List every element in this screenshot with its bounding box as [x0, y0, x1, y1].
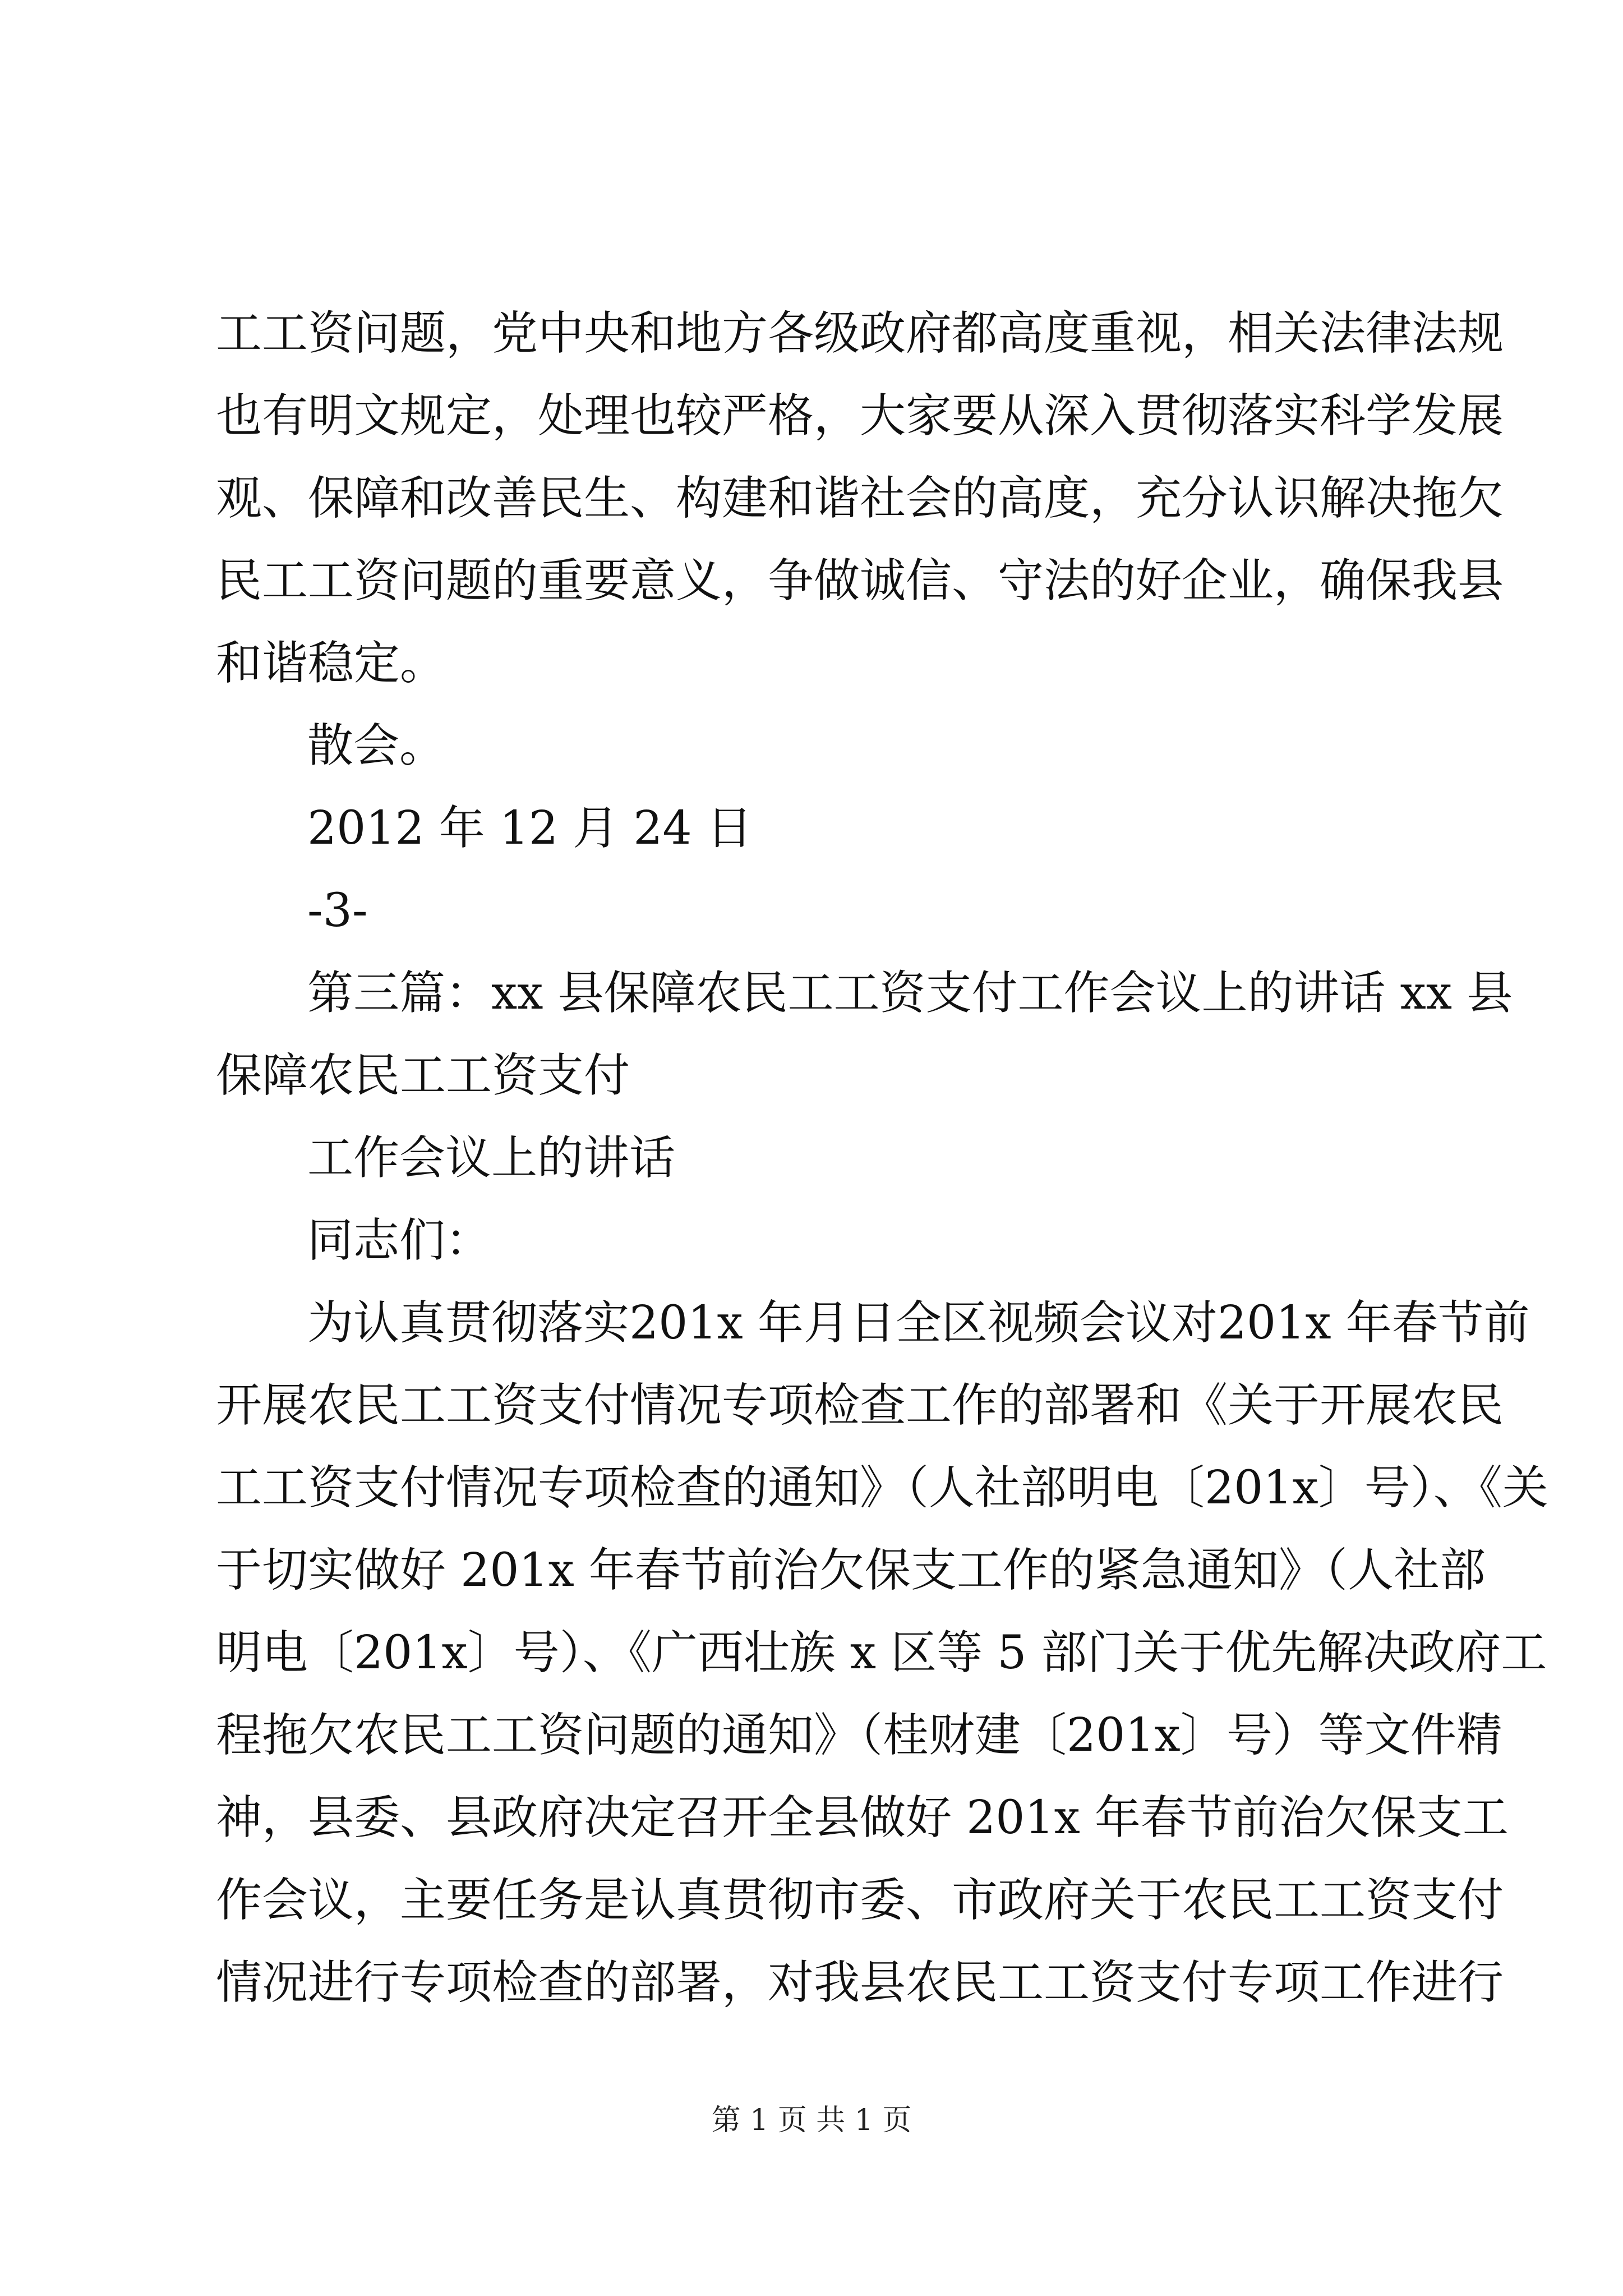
section-heading: 第三篇：xx 县保障农民工工资支付工作会议上的讲话 xx 县 [307, 967, 1513, 1020]
text-line: 开展农民工工资支付情况专项检查工作的部署和《关于开展农民 [216, 1379, 1504, 1432]
text-line: 工工资问题，党中央和地方各级政府都高度重视，相关法律法规 [216, 307, 1504, 360]
text-line: 情况进行专项检查的部署，对我县农民工工资支付专项工作进行 [216, 1956, 1504, 2009]
text-line: 观、保障和改善民生、构建和谐社会的高度，充分认识解决拖欠 [216, 472, 1504, 525]
text-line: 也有明文规定，处理也较严格，大家要从深入贯彻落实科学发展 [216, 389, 1504, 443]
text-line: 散会。 [307, 719, 446, 772]
text-line: 于切实做好 201x 年春节前治欠保支工作的紧急通知》（人社部 [216, 1544, 1486, 1597]
text-line: 明电〔201x〕号）、《广西壮族 x 区等 5 部门关于优先解决政府工 [216, 1626, 1547, 1680]
text-line: 民工工资问题的重要意义，争做诚信、守法的好企业，确保我县 [216, 554, 1504, 608]
date-line: 2012 年 12 月 24 日 [307, 802, 753, 855]
page-footer: 第 1 页 共 1 页 [711, 2104, 912, 2137]
salutation: 同志们： [307, 1214, 492, 1267]
text-line: 作会议，主要任务是认真贯彻市委、市政府关于农民工工资支付 [216, 1874, 1504, 1927]
text-line: 为认真贯彻落实201x 年月日全区视频会议对201x 年春节前 [307, 1296, 1530, 1350]
text-line: 程拖欠农民工工资问题的通知》（桂财建〔201x〕号）等文件精 [216, 1709, 1502, 1762]
section-heading-continued: 保障农民工工资支付 [216, 1049, 630, 1102]
text-line: 工工资支付情况专项检查的通知》（人社部明电〔201x〕号）、《关 [216, 1461, 1548, 1515]
page-number-marker: -3- [307, 884, 368, 937]
speech-title: 工作会议上的讲话 [307, 1131, 676, 1185]
text-line: 和谐稳定。 [216, 637, 446, 690]
text-line: 神，县委、县政府决定召开全县做好 201x 年春节前治欠保支工 [216, 1791, 1509, 1844]
